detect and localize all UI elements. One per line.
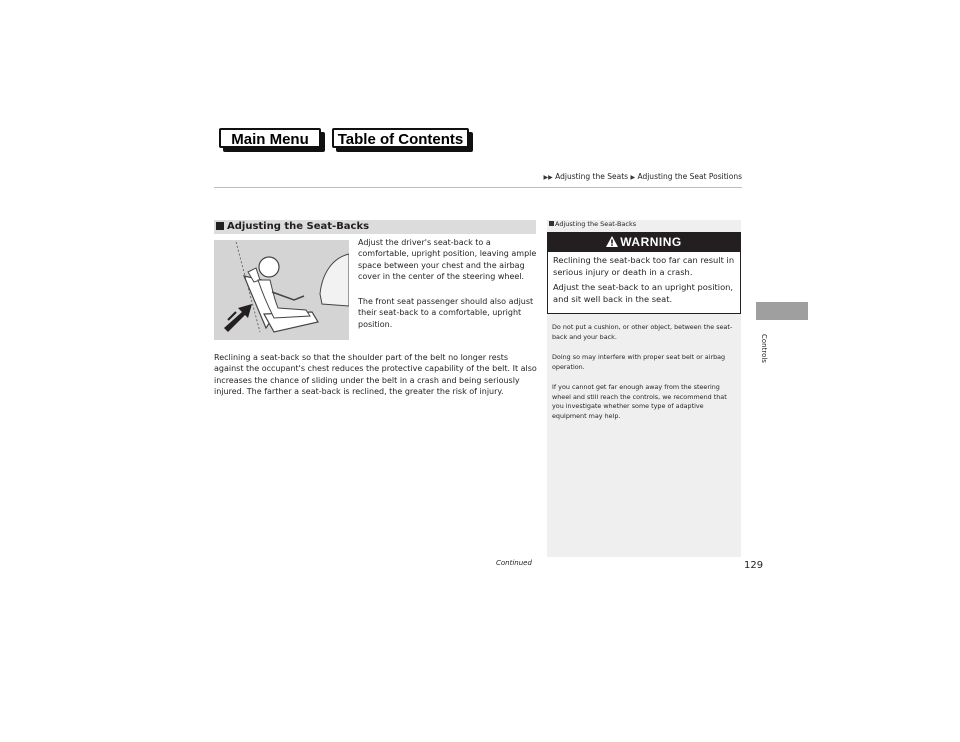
body-paragraph: Reclining a seat-back so that the shoulder part of the belt no longer rests against the occupant's chest reduces the protective capability of the belt. It also increases the chance of sliding under the belt in a crash and being seriously injured. The farther a seat-back is reclined, the greater the risk of injury. <box>214 353 537 396</box>
sidebar-title-text: Adjusting the Seat-Backs <box>555 220 637 228</box>
section-title: Adjusting the Seat-Backs <box>227 221 370 232</box>
sidebar-note: Doing so may interfere with proper seat belt or airbag operation. <box>552 353 726 371</box>
table-of-contents-button[interactable]: Table of Contents <box>332 128 469 148</box>
sidebar-title <box>549 220 636 228</box>
section-square-icon <box>216 222 224 230</box>
seat-back-illustration <box>214 240 349 340</box>
breadcrumb-item: Adjusting the Seats <box>555 172 629 181</box>
warning-text: Adjust the seat-back to an upright position, and sit well back in the seat. <box>553 282 734 304</box>
chapter-tab <box>756 302 808 320</box>
section-heading <box>214 220 536 234</box>
note-marker-icon <box>549 221 554 226</box>
breadcrumb <box>540 172 742 181</box>
breadcrumb-item: Adjusting the Seat Positions <box>637 172 742 181</box>
warning-triangle-icon <box>606 236 618 247</box>
warning-box <box>547 232 741 314</box>
sidebar-note: Do not put a cushion, or other object, between the seat-back and your back. <box>552 323 733 341</box>
warning-label: WARNING <box>620 235 682 249</box>
body-paragraph: The front seat passenger should also adjust their seat-back to a comfortable, upright position. <box>358 297 534 329</box>
page-number: 129 <box>744 560 764 571</box>
seat-illustration-svg <box>214 240 349 340</box>
sidebar-note: If you cannot get far enough away from the steering wheel and still reach the controls, we recommend that you investigate whether some type of adaptive equipment may help. <box>552 383 727 420</box>
warning-text: Reclining the seat-back too far can result in serious injury or death in a crash. <box>553 255 735 277</box>
header-divider <box>214 187 742 188</box>
main-menu-button[interactable]: Main Menu <box>219 128 321 148</box>
body-paragraph: Adjust the driver's seat-back to a comfortable, upright position, leaving ample space between your chest and the airbag cover in the center of the steering wheel. <box>358 238 537 281</box>
breadcrumb-arrow-icon: ▶▶ <box>543 174 553 181</box>
continued-label: Continued <box>496 559 532 567</box>
warning-header <box>548 233 740 252</box>
chapter-tab-label: Controls <box>760 334 768 363</box>
breadcrumb-arrow-icon: ▶ <box>630 174 636 181</box>
